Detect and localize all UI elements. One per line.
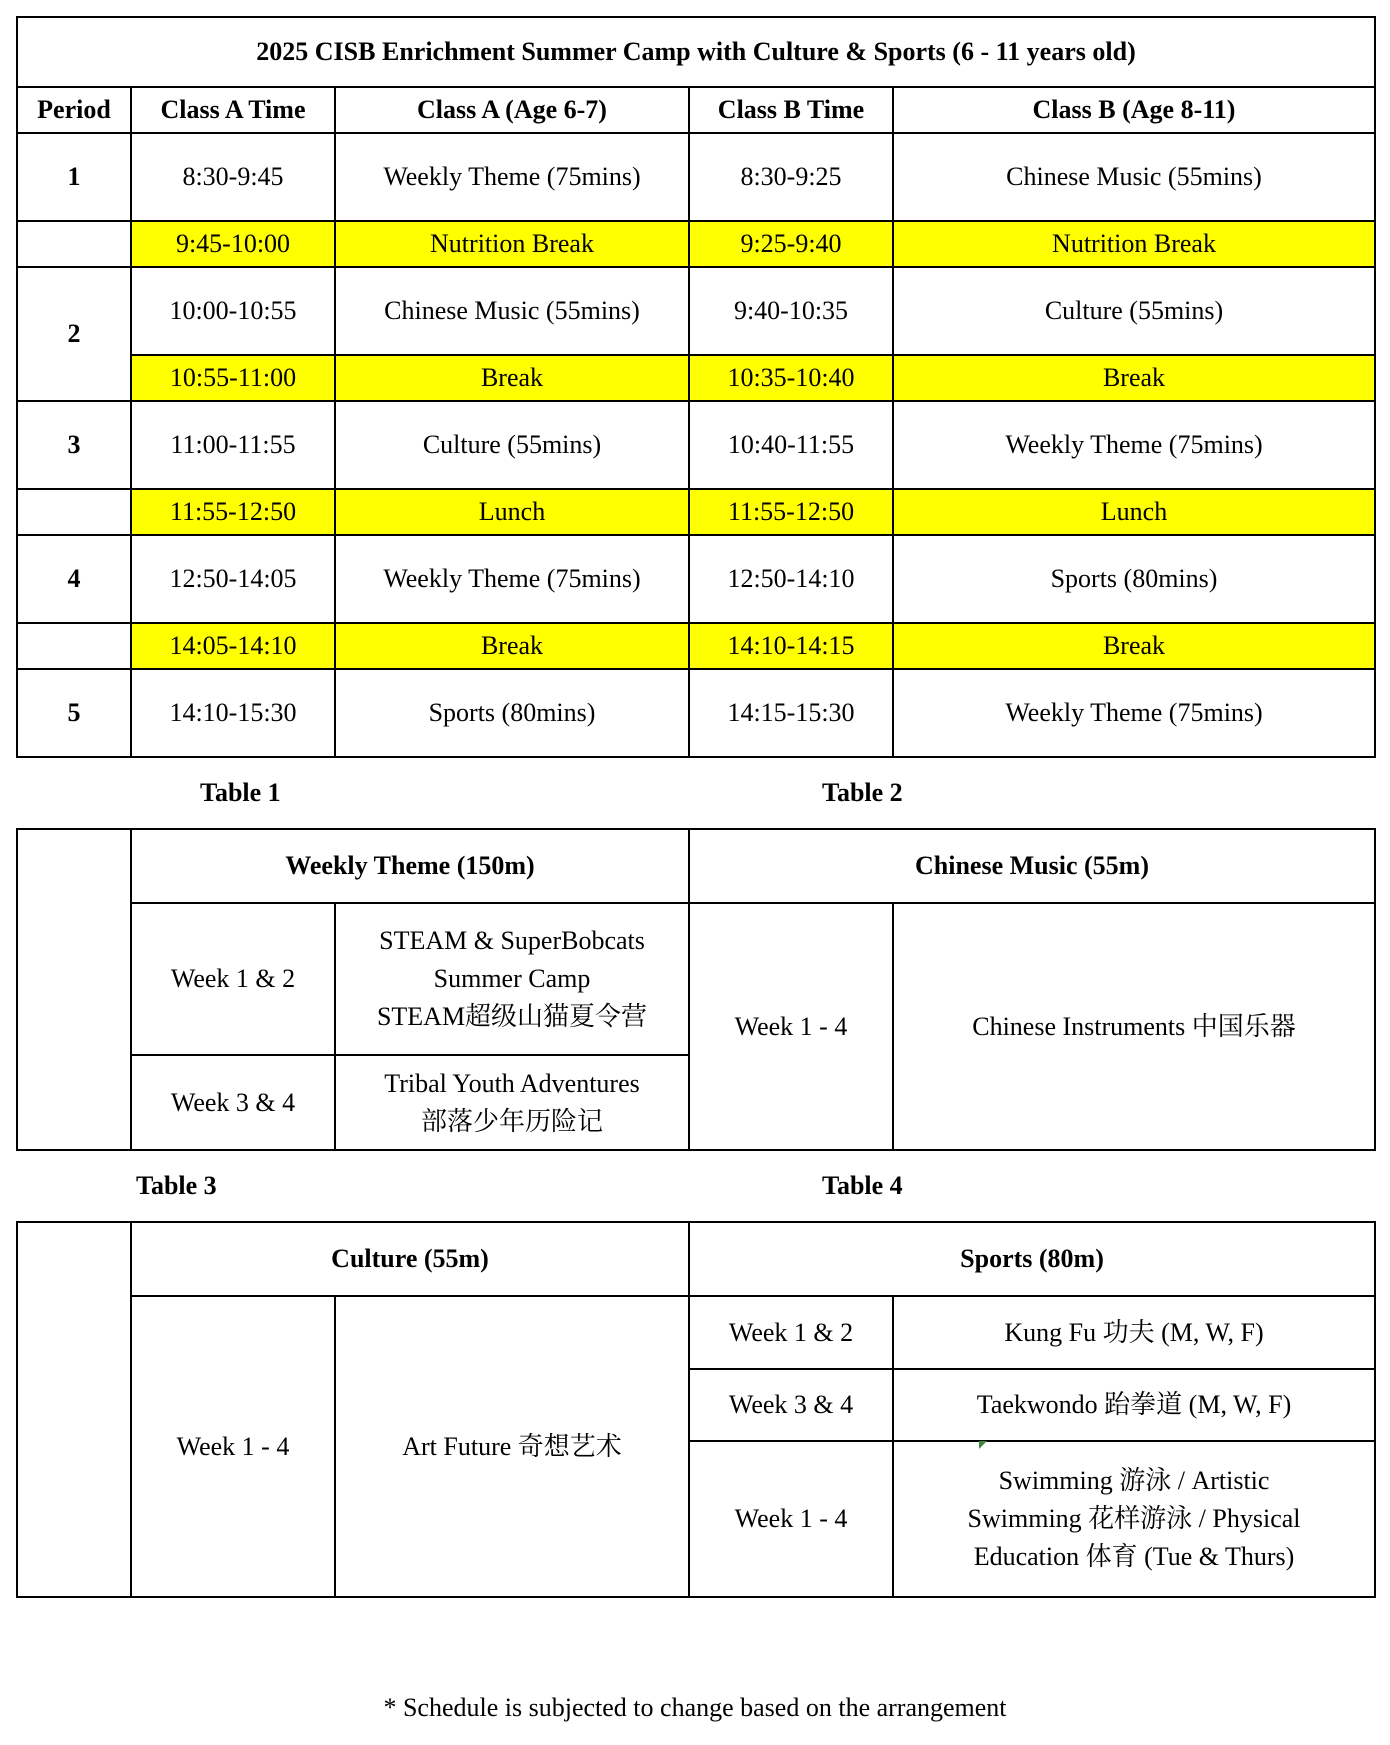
class-a-activity-cell: Break [335,355,689,401]
weekly-theme-header: Weekly Theme (150m) [131,829,689,903]
header-class-b-time: Class B Time [689,87,893,133]
blank-side-cell [17,829,131,1150]
table-row [17,355,1375,401]
chinese-music-header: Chinese Music (55m) [689,829,1375,903]
class-a-time-cell: 14:10-15:30 [131,669,335,757]
week-cell: Week 1 & 2 [131,903,335,1055]
class-b-time-cell: 10:40-11:55 [689,401,893,489]
activity-line: Tribal Youth Adventures [384,1068,640,1098]
class-a-activity-cell: Culture (55mins) [335,401,689,489]
table-row [17,221,1375,267]
table-row [17,267,1375,355]
class-a-activity-cell: Weekly Theme (75mins) [335,133,689,221]
period-cell: 1 [17,133,131,221]
class-a-activity-cell: Weekly Theme (75mins) [335,535,689,623]
activity-line: Education 体育 (Tue & Thurs) [973,1541,1295,1571]
comment-marker-icon [979,1441,987,1449]
table-row [17,401,1375,489]
sports-activity-cell: Taekwondo 跆拳道 (M, W, F) [893,1369,1375,1441]
caption-row-1 [16,758,1374,828]
class-a-activity-cell: Nutrition Break [335,221,689,267]
blank-side-cell [17,1222,131,1597]
sports-week-cell: Week 3 & 4 [689,1369,893,1441]
document-page [16,16,1374,1598]
sports-header: Sports (80m) [689,1222,1375,1296]
activity-line: STEAM超级山猫夏令营 [376,1001,648,1031]
class-b-time-cell: 10:35-10:40 [689,355,893,401]
class-b-time-cell: 14:10-14:15 [689,623,893,669]
class-b-time-cell: 8:30-9:25 [689,133,893,221]
class-b-activity-cell: Nutrition Break [893,221,1375,267]
footnote: * Schedule is subjected to change based on the arrangement [383,1693,1007,1722]
class-b-time-cell: 12:50-14:10 [689,535,893,623]
sports-activity-cell [893,1441,1375,1597]
class-a-activity-cell: Break [335,623,689,669]
header-class-a: Class A (Age 6-7) [335,87,689,133]
class-a-time-cell: 11:00-11:55 [131,401,335,489]
class-b-activity-cell: Culture (55mins) [893,267,1375,355]
class-a-time-cell: 10:00-10:55 [131,267,335,355]
class-b-activity-cell: Weekly Theme (75mins) [893,401,1375,489]
class-b-time-cell: 14:15-15:30 [689,669,893,757]
period-cell: 3 [17,401,131,489]
class-a-activity-cell: Lunch [335,489,689,535]
table-row [17,535,1375,623]
period-cell: 2 [17,267,131,401]
header-class-b: Class B (Age 8-11) [893,87,1375,133]
activity-line: Summer Camp [433,964,591,994]
table-row [17,623,1375,669]
weekly-music-table [16,828,1376,1151]
class-b-activity-cell: Break [893,355,1375,401]
class-b-activity-cell: Weekly Theme (75mins) [893,669,1375,757]
weekly-theme-activity-cell [335,903,689,1055]
culture-sports-wrap [16,1221,1374,1598]
table-row [17,133,1375,221]
class-b-activity-cell: Sports (80mins) [893,535,1375,623]
period-cell [17,221,131,267]
music-activity-cell: Chinese Instruments 中国乐器 [893,903,1375,1150]
class-a-time-cell: 12:50-14:05 [131,535,335,623]
weekly-theme-activity-cell [335,1055,689,1150]
schedule-title: 2025 CISB Enrichment Summer Camp with Culture & Sports (6 - 11 years old) [17,17,1375,87]
class-b-activity-cell: Break [893,623,1375,669]
culture-sports-table [16,1221,1376,1598]
class-a-time-cell: 9:45-10:00 [131,221,335,267]
week-cell: Week 3 & 4 [131,1055,335,1150]
class-b-time-cell: 9:40-10:35 [689,267,893,355]
class-a-activity-cell: Sports (80mins) [335,669,689,757]
table-row [17,1296,1375,1369]
table-row [17,669,1375,757]
period-cell: 5 [17,669,131,757]
caption-table-1: Table 1 [200,778,281,807]
header-period: Period [17,87,131,133]
period-cell [17,489,131,535]
schedule-table [16,16,1376,758]
caption-row-2 [16,1151,1374,1221]
period-cell: 4 [17,535,131,623]
caption-table-3: Table 3 [136,1171,217,1200]
class-b-time-cell: 11:55-12:50 [689,489,893,535]
class-b-time-cell: 9:25-9:40 [689,221,893,267]
class-b-activity-cell: Lunch [893,489,1375,535]
table-row [17,489,1375,535]
activity-line: Swimming 花样游泳 / Physical [967,1504,1301,1534]
sports-activity-cell: Kung Fu 功夫 (M, W, F) [893,1296,1375,1369]
header-class-a-time: Class A Time [131,87,335,133]
culture-week-cell: Week 1 - 4 [131,1296,335,1597]
class-a-time-cell: 11:55-12:50 [131,489,335,535]
culture-header: Culture (55m) [131,1222,689,1296]
activity-line: Swimming 游泳 / Artistic [998,1466,1270,1496]
class-b-activity-cell: Chinese Music (55mins) [893,133,1375,221]
caption-table-2: Table 2 [822,778,903,807]
class-a-time-cell: 8:30-9:45 [131,133,335,221]
class-a-activity-cell: Chinese Music (55mins) [335,267,689,355]
culture-activity-cell: Art Future 奇想艺术 [335,1296,689,1597]
caption-table-4: Table 4 [822,1171,903,1200]
sports-week-cell: Week 1 & 2 [689,1296,893,1369]
sports-week-cell: Week 1 - 4 [689,1441,893,1597]
activity-line: 部落少年历险记 [420,1106,603,1136]
class-a-time-cell: 10:55-11:00 [131,355,335,401]
activity-line: STEAM & SuperBobcats [379,926,645,956]
period-cell [17,623,131,669]
music-week-cell: Week 1 - 4 [689,903,893,1150]
table-row [17,903,1375,1055]
class-a-time-cell: 14:05-14:10 [131,623,335,669]
